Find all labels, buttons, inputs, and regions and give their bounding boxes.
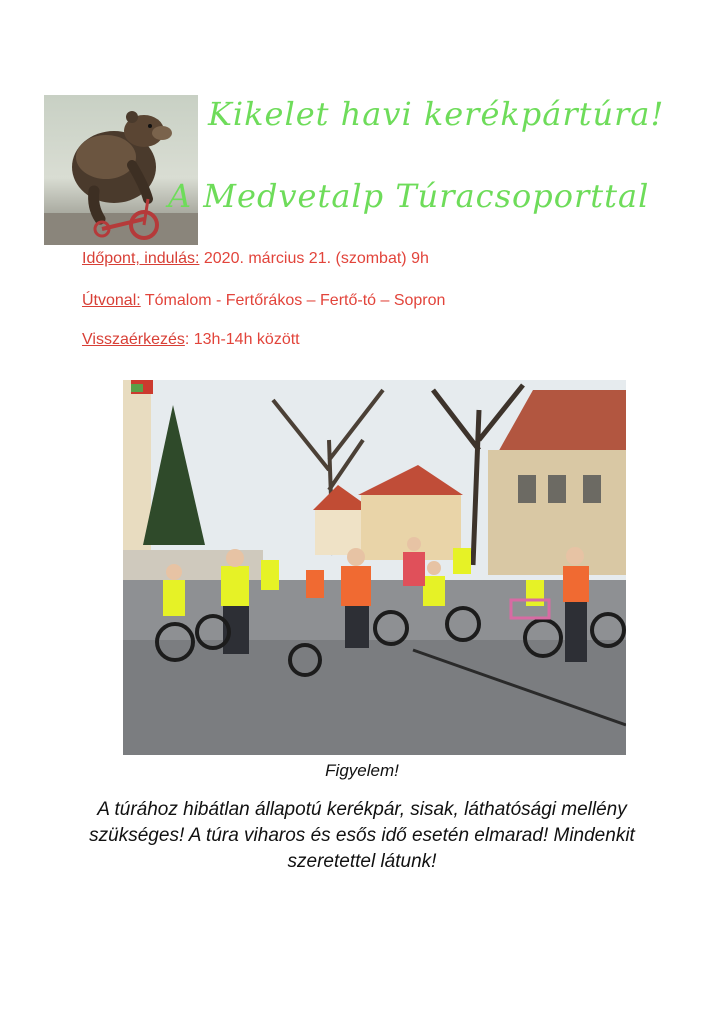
route-info [82,292,445,310]
departure-info [82,250,429,268]
return-label: Visszaérkezés [82,331,185,348]
route-value: Tómalom - Fertőrákos – Fertő-tó – Sopron [140,292,446,309]
departure-label: Időpont, indulás: [82,250,200,267]
bear-on-tricycle-photo [44,95,198,245]
notice-heading: Figyelem! [325,761,399,780]
poster-title-line-1: Kikelet havi kerékpártúra! [208,95,665,133]
return-value: : 13h-14h között [184,331,300,348]
route-label: Útvonal: [82,292,141,309]
return-info [82,331,300,349]
notice-body: A túrához hibátlan állapotú kerékpár, sisak, láthatósági mellény szükséges! A túra viharos és esős idő esetén elmarad! Mindenkit szeretettel látunk! [89,799,635,872]
poster-title-line-2: A Medvetalp Túracsoporttal [168,177,650,215]
cyclist-group-photo [123,380,626,755]
departure-value: 2020. március 21. (szombat) 9h [199,250,429,267]
